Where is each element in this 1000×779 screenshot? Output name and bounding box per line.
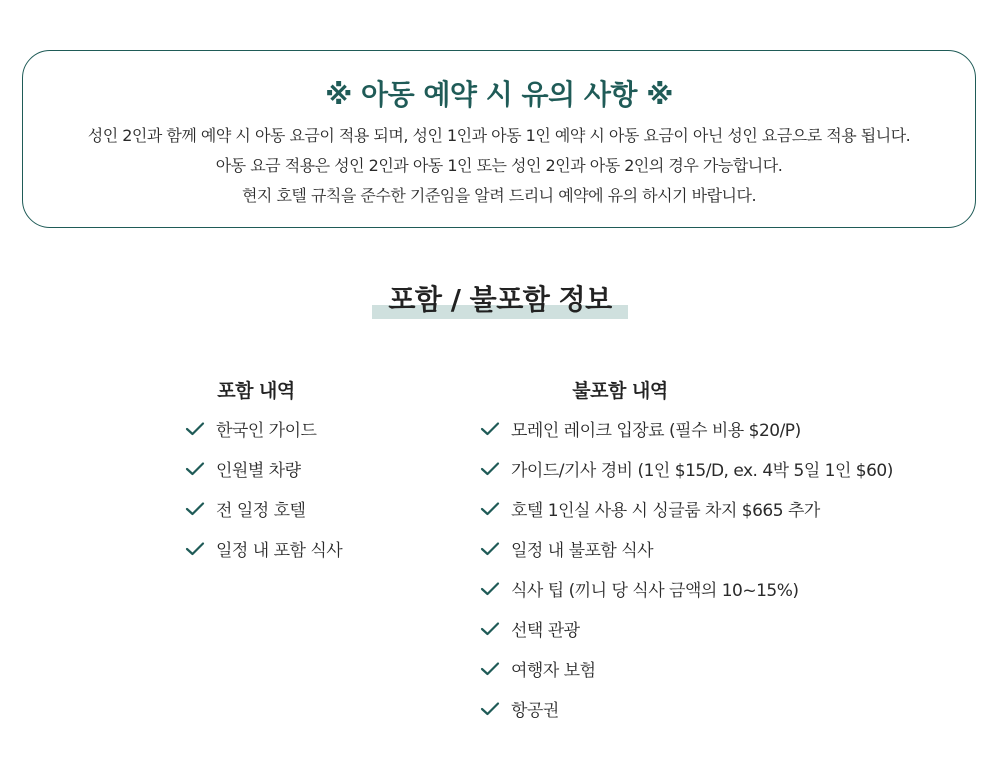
list-item: [480, 536, 893, 576]
notice-line: 성인 2인과 함께 예약 시 아동 요금이 적용 되며, 성인 1인과 아동 1인 예약 시 아동 요금이 아닌 성인 요금으로 적용 됩니다.: [87, 126, 911, 145]
notice-line: 아동 요금 적용은 성인 2인과 아동 1인 또는 성인 2인과 아동 2인의 경우 가능합니다.: [215, 156, 783, 175]
check-icon: [480, 581, 500, 597]
included-title: 포함 내역: [217, 380, 295, 402]
list-item-label: 식사 팁 (끼니 당 식사 금액의 10~15%): [511, 581, 799, 601]
list-item: [480, 496, 893, 536]
list-item-label: 호텔 1인실 사용 시 싱글룸 차지 $665 추가: [511, 501, 820, 521]
check-icon: [185, 541, 205, 557]
check-icon: [185, 421, 205, 437]
notice-title: ※ 아동 예약 시 유의 사항 ※: [325, 78, 673, 111]
check-icon: [185, 461, 205, 477]
list-item: [185, 536, 342, 576]
list-item-label: 한국인 가이드: [216, 421, 317, 441]
list-item: [480, 656, 893, 696]
notice-box: [22, 50, 976, 228]
check-icon: [480, 661, 500, 677]
section-title-wrap: [0, 282, 1000, 318]
check-icon: [480, 501, 500, 517]
list-item-label: 일정 내 포함 식사: [216, 541, 343, 561]
check-icon: [480, 621, 500, 637]
list-item: [480, 456, 893, 496]
list-item-label: 여행자 보험: [511, 661, 596, 681]
check-icon: [480, 541, 500, 557]
list-item-label: 전 일정 호텔: [216, 501, 306, 521]
list-item-label: 가이드/기사 경비 (1인 $15/D, ex. 4박 5일 1인 $60): [511, 461, 893, 481]
included-list: [185, 416, 342, 576]
section-title-text: 포함 / 불포함 정보: [388, 283, 612, 316]
list-item: [185, 456, 342, 496]
list-item: [480, 416, 893, 456]
check-icon: [480, 461, 500, 477]
section-title: [372, 282, 627, 318]
check-icon: [480, 421, 500, 437]
list-item-label: 일정 내 불포함 식사: [511, 541, 654, 561]
check-icon: [185, 501, 205, 517]
excluded-list: [480, 416, 893, 736]
list-item-label: 선택 관광: [511, 621, 580, 641]
list-item: [480, 576, 893, 616]
notice-line: 현지 호텔 규칙을 준수한 기준임을 알려 드리니 예약에 유의 하시기 바랍니다.: [241, 186, 757, 205]
list-item-label: 항공권: [511, 701, 559, 721]
excluded-title: 불포함 내역: [572, 380, 668, 402]
list-item: [185, 416, 342, 456]
list-item: [480, 616, 893, 656]
list-item-label: 모레인 레이크 입장료 (필수 비용 $20/P): [511, 421, 801, 441]
list-item: [185, 496, 342, 536]
list-item: [480, 696, 893, 736]
check-icon: [480, 701, 500, 717]
list-item-label: 인원별 차량: [216, 461, 301, 481]
